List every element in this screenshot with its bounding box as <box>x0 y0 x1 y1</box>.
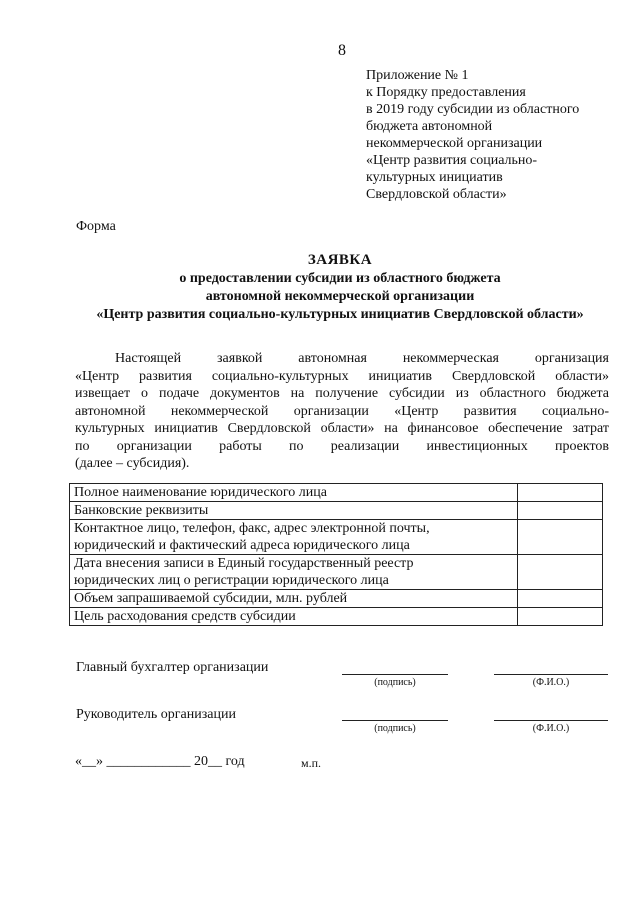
appendix-line: Приложение № 1 <box>366 68 469 83</box>
head-label: Руководитель организации <box>76 707 236 722</box>
intro-line: по организации работы по реализации инвестиционных проектов <box>75 438 609 454</box>
appendix-line: Свердловской области» <box>366 187 507 202</box>
intro-line: извещает о подаче документов на получение субсидии из областного бюджета <box>75 386 609 401</box>
form-label: Форма <box>76 219 116 234</box>
table-row <box>70 502 603 520</box>
page-number: 8 <box>338 42 346 59</box>
table-cell-value[interactable] <box>518 520 603 555</box>
head-signature-line[interactable] <box>342 720 448 721</box>
table-cell-value[interactable] <box>518 555 603 590</box>
table-row <box>70 590 603 608</box>
appendix-line: бюджета автономной <box>366 119 493 134</box>
table-cell-label: Цель расходования средств субсидии <box>70 608 518 626</box>
intro-line: Настоящей заявкой автономная некоммерческая организация <box>115 351 609 366</box>
head-name-line[interactable] <box>494 720 608 721</box>
appendix-line: в 2019 году субсидии из областного <box>366 102 580 117</box>
title-line: о предоставлении субсидии из областного бюджета <box>179 271 501 286</box>
table-cell-label: Дата внесения записи в Единый государственный реестр юридических лиц о регистрации юридического лица <box>70 555 518 590</box>
chief-accountant-name-line[interactable] <box>494 674 608 675</box>
table-row <box>70 555 603 590</box>
table-cell-value[interactable] <box>518 590 603 608</box>
intro-line: «Центр развития социально-культурных инициатив Свердловской области» <box>75 368 609 384</box>
intro-line: культурных инициатив Свердловской области» на финансовое обеспечение затрат <box>75 421 609 436</box>
title-main: ЗАЯВКА <box>307 252 373 268</box>
document-title <box>30 250 640 324</box>
appendix-line: культурных инициатив <box>366 170 503 185</box>
appendix-line: «Центр развития социально- <box>366 153 538 168</box>
table-row <box>70 484 603 502</box>
table-cell-value[interactable] <box>518 484 603 502</box>
appendix-line: к Порядку предоставления <box>366 85 526 100</box>
intro-line: (далее – субсидия). <box>75 456 190 471</box>
table-cell-label: Полное наименование юридического лица <box>70 484 518 502</box>
chief-accountant-label: Главный бухгалтер организации <box>76 660 269 675</box>
table-cell-value[interactable] <box>518 502 603 520</box>
title-line: «Центр развития социально-культурных инициатив Свердловской области» <box>96 307 584 322</box>
appendix-header <box>366 67 636 203</box>
intro-line: автономной некоммерческой организации «Центр развития социально- <box>75 403 609 419</box>
table-cell-value[interactable] <box>518 608 603 626</box>
table-row <box>70 608 603 626</box>
name-caption: (Ф.И.О.) <box>532 723 570 734</box>
appendix-line: некоммерческой организации <box>366 136 543 151</box>
signature-caption: (подпись) <box>374 677 416 688</box>
table-row <box>70 520 603 555</box>
signature-caption: (подпись) <box>374 723 416 734</box>
date-line: «__» ____________ 20__ год <box>75 754 245 769</box>
intro-paragraph <box>75 350 609 473</box>
requisites-table <box>69 483 603 626</box>
stamp-mark: м.п. <box>301 756 322 770</box>
chief-accountant-signature-line[interactable] <box>342 674 448 675</box>
table-cell-label: Объем запрашиваемой субсидии, млн. рублей <box>70 590 518 608</box>
title-line: автономной некоммерческой организации <box>205 289 475 304</box>
table-cell-label: Контактное лицо, телефон, факс, адрес электронной почты, юридический и фактический адреса юридического лица <box>70 520 518 555</box>
name-caption: (Ф.И.О.) <box>532 677 570 688</box>
table-cell-label: Банковские реквизиты <box>70 502 518 520</box>
